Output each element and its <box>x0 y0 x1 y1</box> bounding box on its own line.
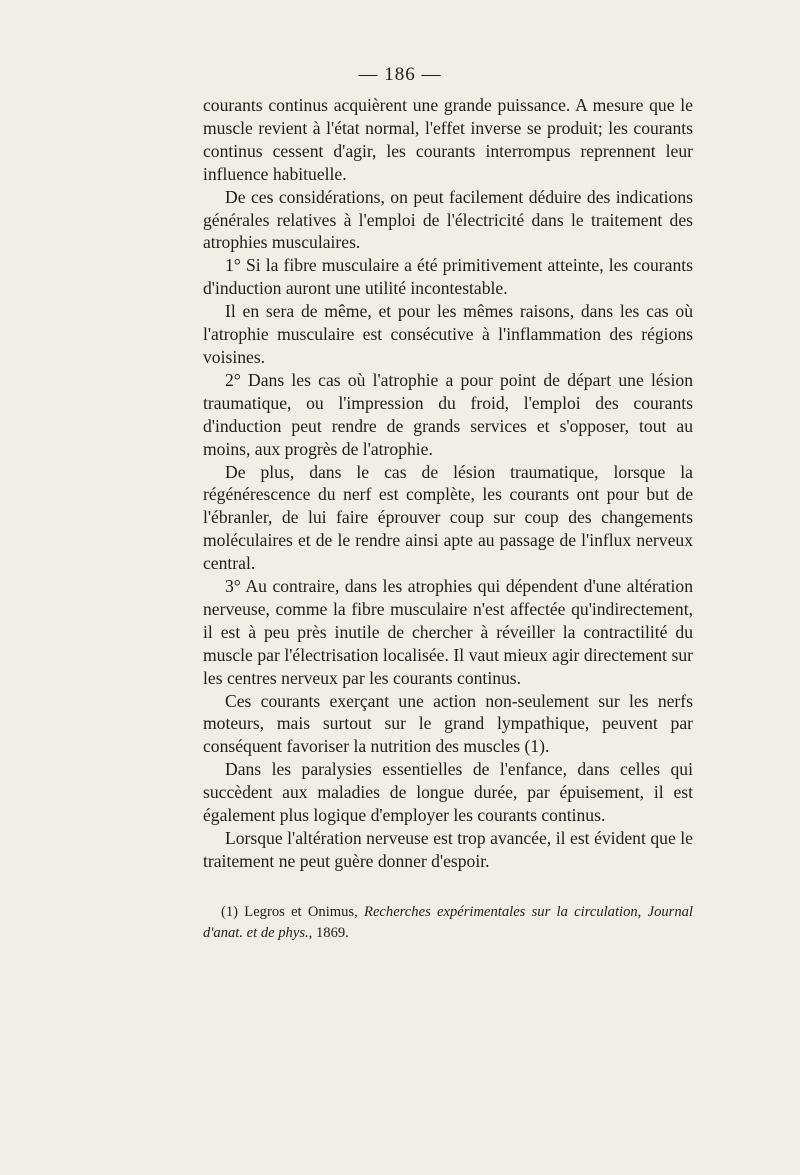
paragraph: courants continus acquièrent une grande puissance. A mesure que le muscle revient à l'état normal, l'effet inverse se produit; les courants continus cessent d'agir, les courants interrompus reprennent leur influence habituelle. <box>203 95 693 184</box>
page-number: — 186 — <box>358 64 442 85</box>
paragraph: Dans les paralysies essentielles de l'enfance, dans celles qui succèdent aux maladies de longue durée, par épuisement, il est également plus logique d'employer les courants continus. <box>203 759 693 826</box>
paragraph: Lorsque l'altération nerveuse est trop avancée, il est évident que le traitement ne peut guère donner d'espoir. <box>203 828 693 871</box>
footnote-title: Recherches expérimentales sur la circulation, Journal d'anat. et de phys. <box>203 904 693 941</box>
paragraph: Ces courants exerçant une action non-seulement sur les nerfs moteurs, mais surtout sur le grand lympathique, peuvent par conséquent favoriser la nutrition des muscles (1). <box>203 690 693 757</box>
body-text <box>203 94 693 873</box>
paragraph: Il en sera de même, et pour les mêmes raisons, dans les cas où l'atrophie musculaire est consécutive à l'inflammation des régions voisines. <box>203 301 693 367</box>
paragraph: 1° Si la fibre musculaire a été primitivement atteinte, les courants d'induction auront une utilité incontestable. <box>203 255 693 299</box>
paragraph: 2° Dans les cas où l'atrophie a pour point de départ une lésion traumatique, ou l'impression du froid, l'emploi des courants d'induction peut rendre de grands services et s'opposer, tout au moins, aux progrès de l'atrophie. <box>203 369 693 459</box>
paragraph: 3° Au contraire, dans les atrophies qui dépendent d'une altération nerveuse, comme la fibre musculaire n'est affectée qu'indirectement, il est à peu près inutile de chercher à réveiller la contractilité du muscle par l'électrisation localisée. Il vaut mieux agir directement sur les centres nerveux par les courants continus. <box>203 576 693 688</box>
paragraph: De ces considérations, on peut facilement déduire des indications générales relatives à l'emploi de l'électricité dans le traitement des atrophies musculaires. <box>203 186 693 253</box>
paragraph: De plus, dans le cas de lésion traumatique, lorsque la régénérescence du nerf est complète, les courants ont pour but de l'ébranler, de lui faire éprouver coup sur coup des changements moléculaires et de le rendre ainsi apte au passage de l'influx nerveux central. <box>203 461 693 574</box>
footnote-authors: (1) Legros et Onimus, <box>221 904 358 920</box>
footnote-year: , 1869. <box>308 925 349 941</box>
footnote <box>203 902 693 944</box>
